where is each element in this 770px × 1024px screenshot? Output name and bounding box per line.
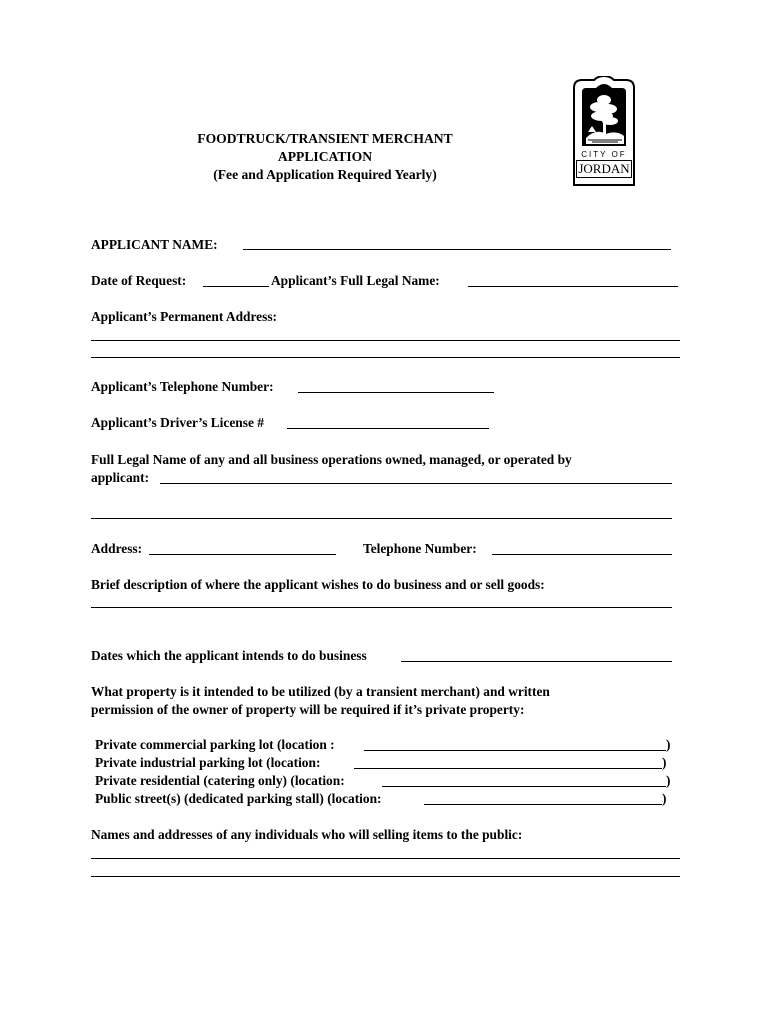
business-description-label: Brief description of where the applicant wishes to do business and or sell goods: (91, 577, 545, 592)
individuals-field-line1[interactable] (91, 858, 680, 859)
business-description-field[interactable] (91, 607, 672, 608)
applicant-name-label: APPLICANT NAME: (91, 237, 218, 252)
property-question-line2: permission of the owner of property will be required if it’s private property: (91, 702, 525, 717)
date-of-request-label: Date of Request: (91, 273, 187, 288)
property-option-commercial-label: Private commercial parking lot (location : (95, 737, 335, 752)
drivers-license-field[interactable] (287, 428, 489, 429)
property-question-line1: What property is it intended to be utilized (by a transient merchant) and written (91, 684, 550, 699)
drivers-license-label: Applicant’s Driver’s License # (91, 415, 264, 430)
city-of-jordan-logo (572, 76, 636, 186)
property-option-commercial-close: ) (666, 737, 671, 752)
form-title-line2: APPLICATION (277, 149, 373, 164)
form-title-line1: FOODTRUCK/TRANSIENT MERCHANT (197, 131, 453, 146)
property-option-residential-field[interactable] (382, 786, 666, 787)
permanent-address-label: Applicant’s Permanent Address: (91, 309, 277, 324)
property-option-commercial-field[interactable] (364, 750, 666, 751)
business-dates-label: Dates which the applicant intends to do business (91, 648, 367, 663)
business-dates-field[interactable] (401, 661, 672, 662)
permanent-address-field-line2[interactable] (91, 357, 680, 358)
property-option-residential-label: Private residential (catering only) (location: (95, 773, 345, 788)
business-operations-label-line1: Full Legal Name of any and all business operations owned, managed, or operated by (91, 452, 572, 467)
telephone-field[interactable] (298, 392, 494, 393)
logo-jordan-text: JORDAN (576, 160, 632, 178)
full-legal-name-label: Applicant’s Full Legal Name: (271, 273, 440, 288)
date-of-request-field[interactable] (203, 286, 269, 287)
business-operations-field-line2[interactable] (91, 518, 672, 519)
property-option-industrial-field[interactable] (354, 768, 662, 769)
property-option-street-close: ) (662, 791, 667, 806)
property-option-residential-close: ) (666, 773, 671, 788)
property-option-industrial-close: ) (662, 755, 667, 770)
property-option-industrial-label: Private industrial parking lot (location: (95, 755, 321, 770)
business-operations-label-line2: applicant: (91, 470, 150, 485)
logo-city-of-text: CITY OF (581, 150, 627, 159)
property-option-street-field[interactable] (424, 804, 662, 805)
business-telephone-label: Telephone Number: (363, 541, 477, 556)
form-subtitle: (Fee and Application Required Yearly) (213, 167, 437, 182)
business-address-label: Address: (91, 541, 143, 556)
property-option-street-label: Public street(s) (dedicated parking stall) (location: (95, 791, 382, 806)
full-legal-name-field[interactable] (468, 286, 678, 287)
individuals-field-line2[interactable] (91, 876, 680, 877)
telephone-label: Applicant’s Telephone Number: (91, 379, 274, 394)
individuals-label: Names and addresses of any individuals who will selling items to the public: (91, 827, 523, 842)
permanent-address-field-line1[interactable] (91, 340, 680, 341)
business-operations-field-line1[interactable] (160, 483, 672, 484)
business-address-field[interactable] (149, 554, 336, 555)
applicant-name-field[interactable] (243, 249, 671, 250)
business-telephone-field[interactable] (492, 554, 672, 555)
